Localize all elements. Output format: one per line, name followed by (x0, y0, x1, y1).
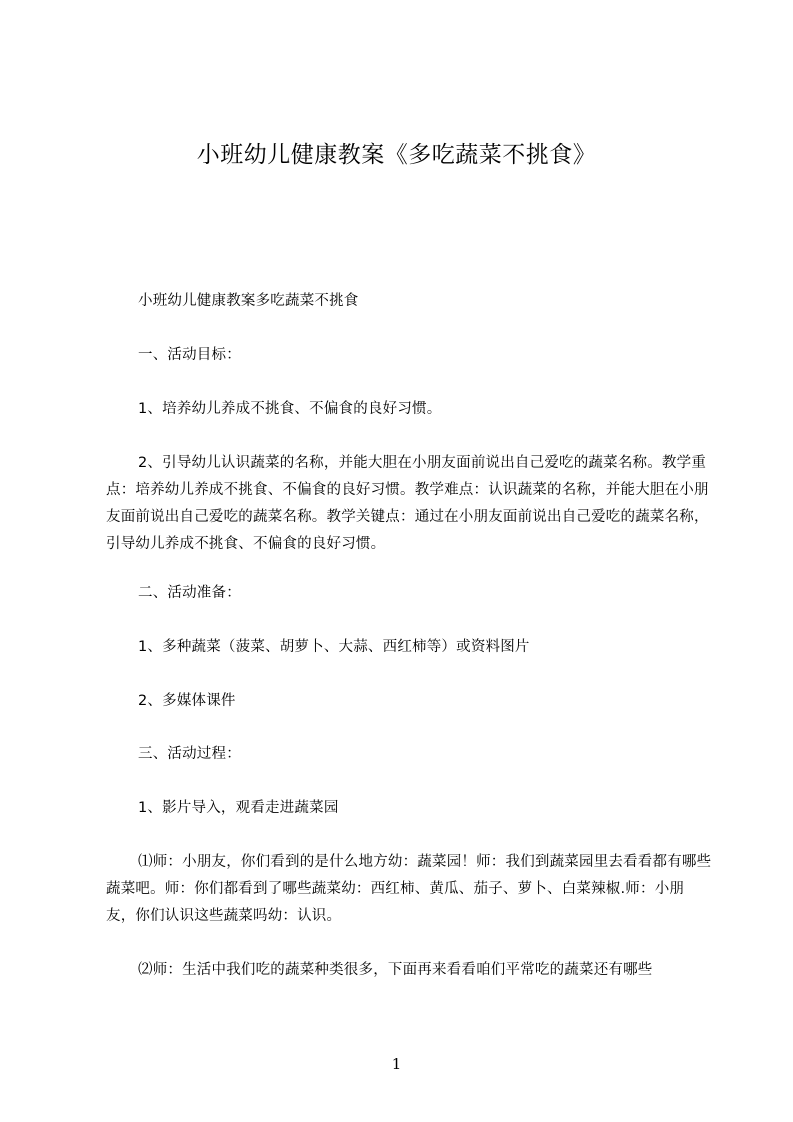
paragraph-preparation-1: 1、多种蔬菜（菠菜、胡萝卜、大蒜、西红柿等）或资料图片 (138, 639, 530, 655)
paragraph-preparation-2: 2、多媒体课件 (138, 693, 236, 709)
paragraph-section-goals: 一、活动目标： (138, 347, 241, 363)
paragraph-process-1-dialogue: ⑴师：小朋友，你们看到的是什么地方幼：蔬菜园！师：我们到蔬菜园里去看看都有哪些蔬菜吧。师：你们都看到了哪些蔬菜幼：西红柿、黄瓜、茄子、萝卜、白菜辣椒.师：小朋友，你们认识这些蔬菜吗幼：认识。 (106, 854, 712, 924)
paragraph-goal-1: 1、培养幼儿养成不挑食、不偏食的良好习惯。 (138, 401, 442, 417)
paragraph-section-process: 三、活动过程： (138, 746, 241, 762)
paragraph-process-2-dialogue: ⑵师：生活中我们吃的蔬菜种类很多，下面再来看看咱们平常吃的蔬菜还有哪些 (138, 962, 653, 978)
paragraph-subtitle: 小班幼儿健康教案多吃蔬菜不挑食 (138, 293, 359, 309)
paragraph-process-1: 1、影片导入，观看走进蔬菜园 (138, 800, 339, 816)
paragraph-section-preparation: 二、活动准备： (138, 585, 241, 601)
page-number: 1 (391, 1055, 402, 1073)
paragraph-goal-2: 2、引导幼儿认识蔬菜的名称，并能大胆在小朋友面前说出自己爱吃的蔬菜名称。教学重点：培养幼儿养成不挑食、不偏食的良好习惯。教学难点：认识蔬菜的名称，并能大胆在小朋友面前说出自己爱吃的蔬菜名称。教学关键点：通过在小朋友面前说出自己爱吃的蔬菜名称，引导幼儿养成不挑食、不偏食的良好习惯。 (106, 455, 709, 552)
document-title: 小班幼儿健康教案《多吃蔬菜不挑食》 (196, 142, 597, 168)
